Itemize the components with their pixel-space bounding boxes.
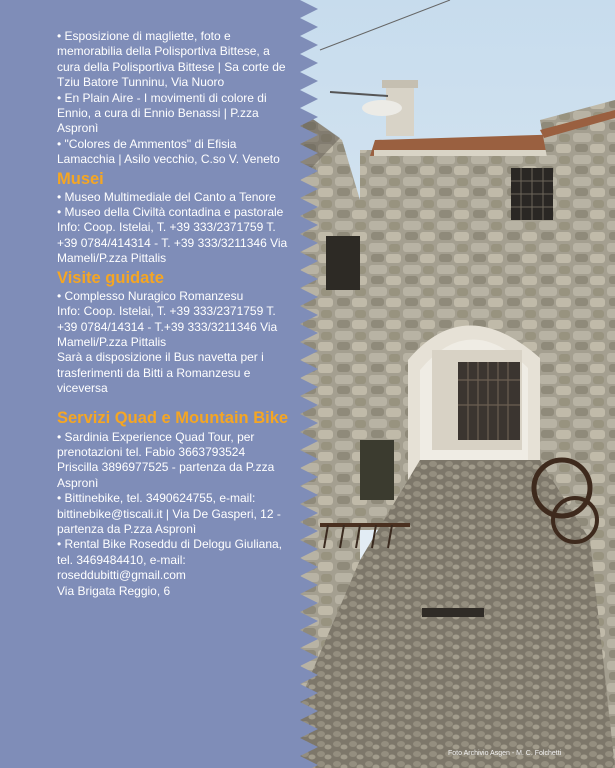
- paragraph-museo-civilta: • Museo della Civiltà contadina e pastorale: [57, 205, 284, 220]
- paragraph-address: Via Brigata Reggio, 6: [57, 583, 171, 598]
- paragraph-visite-info: Info: Coop. Istelai, T. +39 333/2371759 T. +39 0784/14314 - T.+39 333/3211346 Via Mameli/P.zza Pittalis: [57, 304, 278, 349]
- paragraph-musei-info: Info: Coop. Istelai, T. +39 333/2371759 T. +39 0784/414314 - T. +39 333/3211346 Via Mameli/P.zza Pittalis: [57, 220, 288, 266]
- photo-stone-archway: [300, 0, 615, 768]
- paragraph-sardinia-quad: • Sardinia Experience Quad Tour, per prenotazioni tel. Fabio 3663793524 Priscilla 3896977525 - partenza da P.zza Aspronì: [57, 429, 275, 490]
- paragraph-romanzesu: • Complesso Nuragico Romanzesu: [57, 288, 244, 303]
- heading-musei: Musei: [57, 169, 104, 188]
- paragraph-bittinebike: • Bittinebike, tel. 3490624755, e-mail: bittinebike@tiscali.it | Via De Gasperi, 12 - partenza da P.zza Aspronì: [57, 491, 281, 536]
- paragraph-exhibit-colores: • "Colores de Ammentos" di Efisia Lamacchia | Asilo vecchio, C.so V. Veneto: [57, 136, 280, 167]
- heading-servizi-quad: Servizi Quad e Mountain Bike: [57, 408, 289, 427]
- paragraph-exhibit-en-plain-aire: • En Plain Aire - I movimenti di colore di Ennio, a cura di Ennio Benassi | P.zza Aspronì: [57, 90, 267, 136]
- paragraph-rental-bike: • Rental Bike Roseddu di Delogu Giuliana, tel. 3469484410, e-mail: roseddubitti@gmail.com: [57, 537, 282, 583]
- paragraph-exhibit-polisportiva: • Esposizione di magliette, foto e memorabilia della Polisportiva Bittese, a cura della Polisportiva Bittese | Sa corte de Tziu Batore Tunninu, Via Nuoro: [57, 29, 286, 90]
- photo-credit: Foto Archivio Asgen - M. C. Folchetti: [448, 750, 562, 757]
- paragraph-museo-canto: • Museo Multimediale del Canto a Tenore: [57, 189, 276, 204]
- text-panel: [0, 0, 300, 768]
- heading-visite-guidate: Visite guidate: [57, 268, 164, 287]
- text-column: [57, 29, 289, 599]
- paragraph-bus-navetta: Sarà a disposizione il Bus navetta per i trasferimenti da Bitti a Romanzesu e viceversa: [57, 350, 264, 396]
- zigzag-border: [288, 0, 324, 768]
